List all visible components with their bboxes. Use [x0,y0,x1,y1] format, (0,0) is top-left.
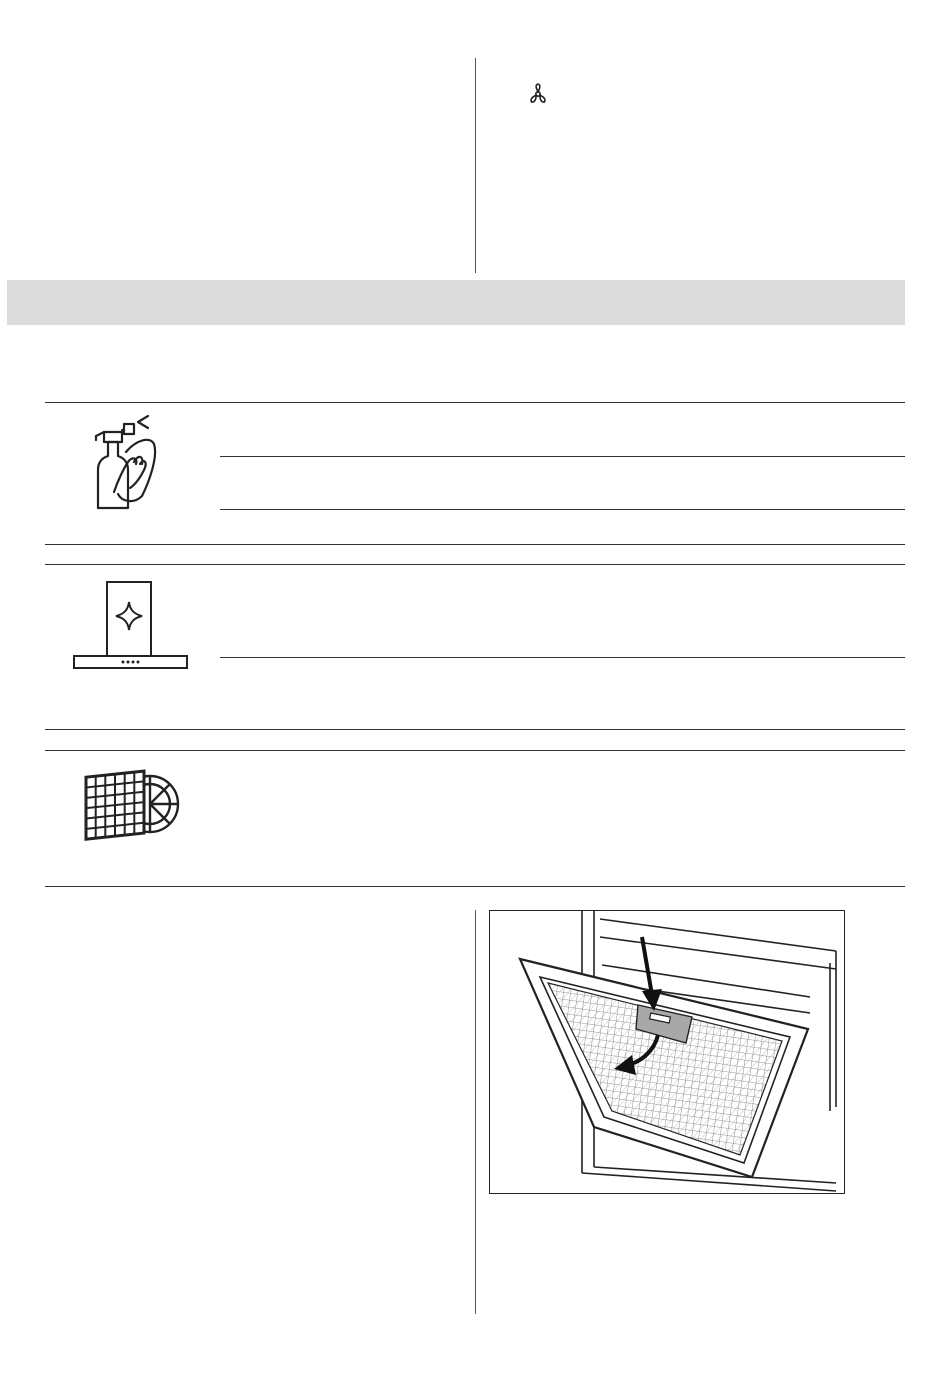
table-top-rule [45,402,905,403]
fan-icon [527,82,549,106]
filter-removal-figure [489,910,845,1194]
row-separator-1b [45,564,905,565]
spray-and-cloth-icon [88,410,163,510]
table-bottom-rule [45,886,905,887]
row1-inner-rule-2 [220,509,905,510]
row-separator-1 [45,544,905,545]
row-separator-2b [45,750,905,751]
row1-inner-rule-1 [220,456,905,457]
section-heading-bar [7,280,905,325]
top-column-divider [475,58,476,273]
hood-shine-icon [72,580,189,672]
grease-and-carbon-filter-icon [78,760,183,848]
row-separator-2 [45,729,905,730]
bottom-column-divider [475,910,476,1314]
row2-inner-rule [220,657,905,658]
